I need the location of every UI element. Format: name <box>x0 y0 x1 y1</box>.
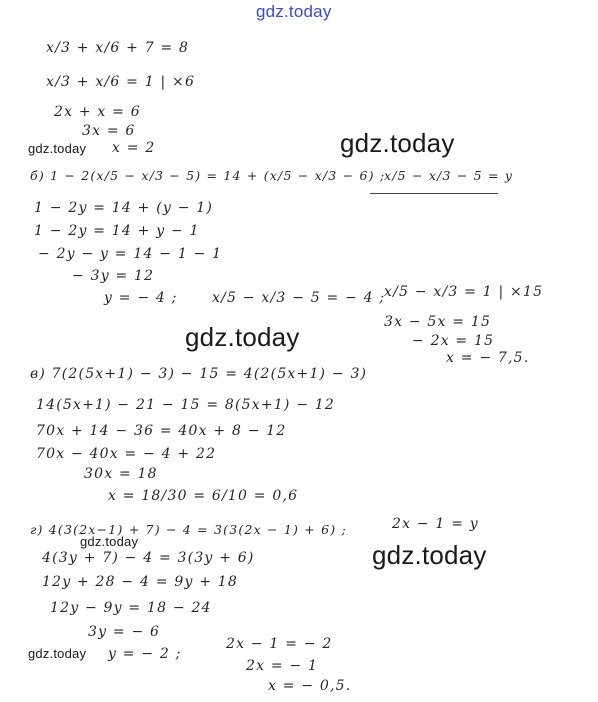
watermark-large: gdz.today <box>372 540 487 570</box>
math-line: 3x = 6 <box>82 123 136 139</box>
math-line: y = − 2 ; <box>108 646 182 662</box>
equation-v: в) 7(2(5x+1) − 3) − 15 = 4(2(5x+1) − 3) <box>30 366 368 382</box>
watermark-small: gdz.today <box>28 141 87 156</box>
math-line: 70x − 40x = − 4 + 22 <box>36 446 217 462</box>
math-line: x/5 − x/3 = 1 | ×15 <box>384 284 544 300</box>
math-line: 1 − 2y = 14 + (y − 1) <box>34 200 214 216</box>
math-line: 70x + 14 − 36 = 40x + 8 − 12 <box>36 423 287 439</box>
math-line: 30x = 18 <box>84 466 158 482</box>
math-line: 2x − 1 = − 2 <box>226 636 333 652</box>
math-line: 1 − 2y = 14 + y − 1 <box>34 223 200 239</box>
math-line: x/3 + x/6 = 1 | ×6 <box>46 74 196 90</box>
watermark-large: gdz.today <box>185 322 300 352</box>
math-line: y = − 4 ; <box>104 290 178 306</box>
substitution-g: 2x − 1 = y <box>392 516 479 532</box>
watermark-small: gdz.today <box>80 534 139 549</box>
math-line: x = 2 <box>112 140 156 156</box>
math-line: 14(5x+1) − 21 − 15 = 8(5x+1) − 12 <box>36 397 336 413</box>
math-line: 12y + 28 − 4 = 9y + 18 <box>42 574 238 590</box>
math-line: 2x = − 1 <box>246 658 319 674</box>
math-line: x = − 0,5. <box>268 678 352 694</box>
watermark-large: gdz.today <box>340 128 455 158</box>
math-line: x/3 + x/6 + 7 = 8 <box>46 40 190 56</box>
math-line: x/5 − x/3 − 5 = − 4 ; <box>212 290 386 306</box>
underline <box>370 193 498 194</box>
math-line: 4(3y + 7) − 4 = 3(3y + 6) <box>42 550 255 566</box>
math-line: − 2x = 15 <box>412 333 495 349</box>
watermark-small: gdz.today <box>28 646 87 661</box>
math-line: 12y − 9y = 18 − 24 <box>50 600 212 616</box>
substitution-b: x/5 − x/3 − 5 = y <box>384 168 514 183</box>
equation-g: г) 4(3(2x−1) + 7) − 4 = 3(3(2x − 1) + 6) ; <box>30 522 347 537</box>
equation-b: б) 1 − 2(x/5 − x/3 − 5) = 14 + (x/5 − x/3 − 6) ; <box>30 168 386 183</box>
math-line: x = 18/30 = 6/10 = 0,6 <box>108 488 299 504</box>
math-line: − 3y = 12 <box>72 268 155 284</box>
watermark-top[interactable]: gdz.today <box>256 2 332 21</box>
math-line: 2x + x = 6 <box>54 104 141 120</box>
math-line: 3x − 5x = 15 <box>384 314 492 330</box>
math-line: − 2y − y = 14 − 1 − 1 <box>38 246 223 262</box>
math-line: 3y = − 6 <box>88 624 161 640</box>
math-line: x = − 7,5. <box>446 350 530 366</box>
